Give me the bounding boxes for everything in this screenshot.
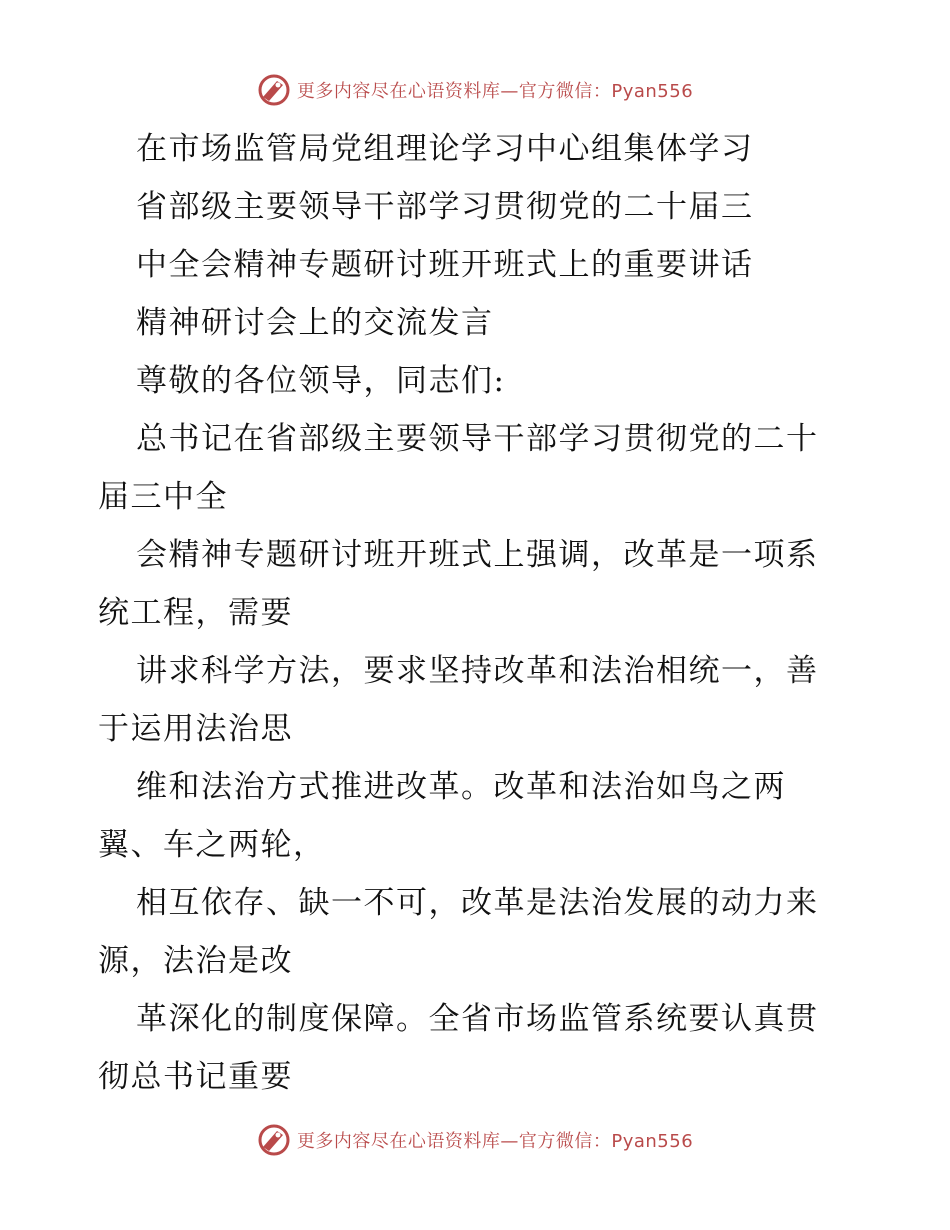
paragraph-line: 于运用法治思 — [98, 711, 293, 747]
paragraph-line: 届三中全 — [98, 479, 228, 515]
title-line-1: 在市场监管局党组理论学习中心组集体学习 — [136, 131, 754, 167]
paragraph-line: 维和法治方式推进改革。改革和法治如鸟之两 — [136, 769, 786, 805]
paragraph-line: 彻总书记重要 — [98, 1059, 293, 1095]
footer-banner — [0, 1120, 950, 1160]
footer-banner-text: 更多内容尽在心语资料库—官方微信：Pyan556 — [296, 1131, 694, 1152]
header-banner-text: 更多内容尽在心语资料库—官方微信：Pyan556 — [296, 81, 694, 102]
title-line-2: 省部级主要领导干部学习贯彻党的二十届三 — [136, 189, 754, 225]
title-line-3: 中全会精神专题研讨班开班式上的重要讲话 — [136, 247, 754, 283]
paragraph-line: 翼、车之两轮， — [98, 827, 326, 863]
pen-nib-logo-icon — [257, 73, 291, 107]
document-body — [98, 120, 858, 1106]
paragraph-line: 总书记在省部级主要领导干部学习贯彻党的二十 — [136, 421, 819, 457]
header-banner — [0, 70, 950, 110]
paragraph-line: 革深化的制度保障。全省市场监管系统要认真贯 — [136, 1001, 819, 1037]
paragraph-line: 会精神专题研讨班开班式上强调，改革是一项系 — [136, 537, 819, 573]
salutation: 尊敬的各位领导，同志们: — [136, 363, 506, 399]
pen-nib-logo-icon — [257, 1123, 291, 1157]
paragraph-line: 统工程，需要 — [98, 595, 293, 631]
title-line-4: 精神研讨会上的交流发言 — [136, 305, 494, 341]
paragraph-line: 相互依存、缺一不可，改革是法治发展的动力来 — [136, 885, 819, 921]
paragraph-line: 讲求科学方法，要求坚持改革和法治相统一，善 — [136, 653, 819, 689]
paragraph-line: 源，法治是改 — [98, 943, 293, 979]
